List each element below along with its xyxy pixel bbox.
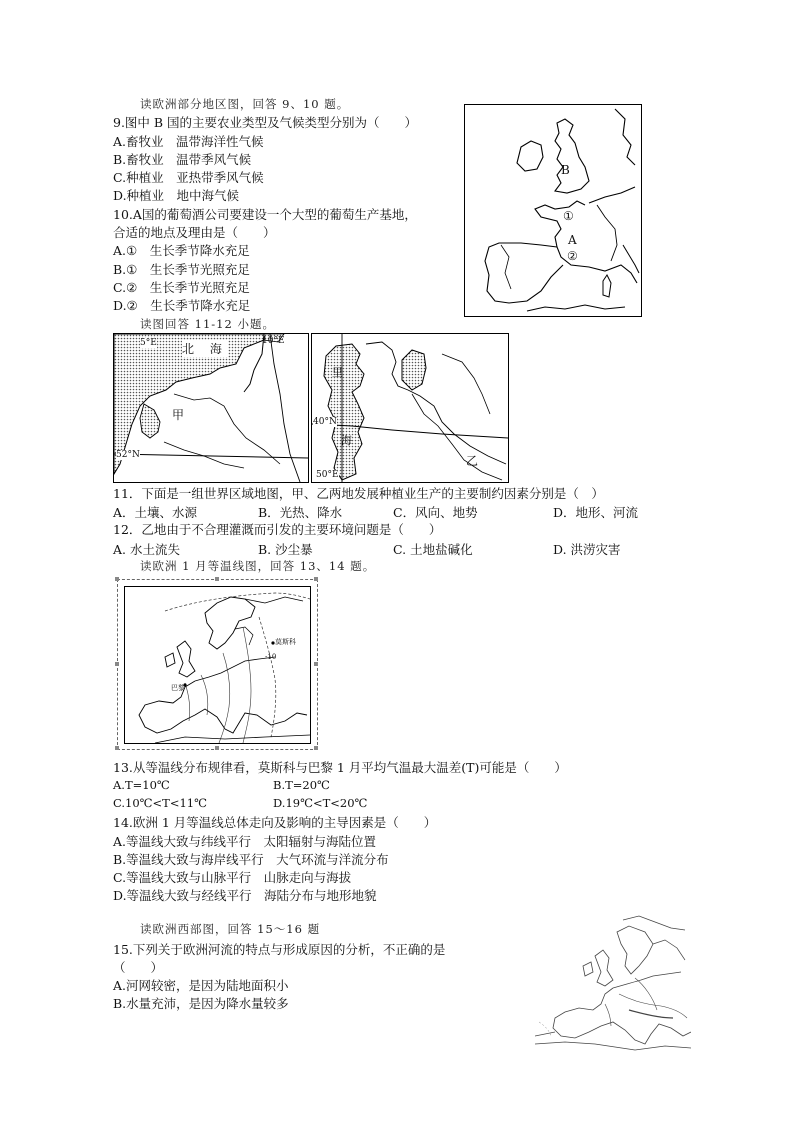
q12-option-a: A. 水土流失 [113,542,180,557]
map3-lat-40n: 40°N [313,417,337,427]
q15-option-a: A.河网较密，是因为陆地面积小 [113,978,289,993]
map2-north-sea: 北 海 [182,342,228,356]
map1-label-b: B [561,163,570,177]
map1-label-1: ① [563,209,574,223]
q12-option-c: C. 土地盐碱化 [393,542,473,557]
q11-option-a: A．土壤、水源 [113,505,198,520]
map1-label-a: A [568,233,577,247]
map2-place-jia: 甲 [172,408,185,422]
q9-option-c: C.种植业 亚热带季风气候 [113,170,264,185]
question-14: 14.欧洲 1 月等温线总体走向及影响的主导因素是（ ） [113,815,437,830]
q9-option-d: D.种植业 地中海气候 [113,188,240,203]
q9-option-a: A.畜牧业 温带海洋性气候 [113,134,264,149]
map3-lon-50e: 50°E [316,470,339,480]
q9-option-b: B.畜牧业 温带季风气候 [113,152,252,167]
q14-option-a: A.等温线大致与纬线平行 太阳辐射与海陆位置 [113,834,377,849]
question-12: 12．乙地由于不合理灌溉而引发的主要环境问题是（ ） [113,522,442,537]
map-caspian [311,333,509,483]
q10-option-c: C.② 生长季节光照充足 [113,280,250,295]
q13-option-d: D.19℃<T<20℃ [273,796,368,810]
q13-option-a: A.T=10℃ [113,778,170,792]
map2-lat-52n: 52°N [116,450,140,460]
q10-option-b: B.① 生长季节光照充足 [113,262,250,277]
q15-option-b: B.水量充沛，是因为降水量较多 [113,996,289,1011]
map3-place-yi: 乙 [466,454,479,468]
q10-option-d: D.② 生长季节降水充足 [113,298,251,313]
q14-option-b: B.等温线大致与海岸线平行 大气环流与洋流分布 [113,852,389,867]
map-north-sea [113,333,309,483]
map3-sea-char1: 里 [332,366,343,379]
map4-moscow: 莫斯科 [275,638,296,646]
q10-option-a: A.① 生长季节降水充足 [113,243,250,258]
q14-option-d: D.等温线大致与经线平行 海陆分布与地形地貌 [113,888,377,903]
q11-option-b: B．光热、降水 [258,505,343,520]
map-western-europe-rivers [535,914,691,1052]
q13-option-c: C.10℃<T<11℃ [113,796,207,810]
q11-option-c: C．风向、地势 [393,505,478,520]
question-11: 11．下面是一组世界区域地图，甲、乙两地发展种植业生产的主要制约因素分别是（ ） [113,486,604,501]
map-western-europe [464,104,642,317]
map2-lon-10e: 10°E [262,336,285,346]
question-13: 13.从等温线分布规律看，莫斯科与巴黎 1 月平均气温最大温差(T)可能是（ ） [113,760,567,775]
caption-q9-10: 读欧洲部分地区图，回答 9、10 题。 [140,97,350,111]
map1-label-2: ② [567,249,578,263]
question-9: 9.图中 B 国的主要农业类型及气候类型分别为（ ） [113,115,418,130]
question-10-line1: 10.A国的葡萄酒公司要建设一个大型的葡萄生产基地， [113,207,417,222]
q12-option-d: D. 洪涝灾害 [553,542,621,557]
question-15: 15.下列关于欧洲河流的特点与形成原因的分析，不正确的是 [113,942,446,957]
caption-q11-12: 读图回答 11-12 小题。 [140,317,275,331]
map-europe-isotherm [117,579,318,750]
map4-isotherm-value: -10 [265,653,277,661]
q12-option-b: B. 沙尘暴 [258,542,313,557]
map2-lon-5e: 5°E [140,338,157,348]
question-15-paren: （ ） [113,960,164,975]
map3-sea-char2: 海 [341,434,352,447]
q14-option-c: C.等温线大致与山脉平行 山脉走向与海拔 [113,870,352,885]
caption-q15-16: 读欧洲西部图，回答 15～16 题 [140,922,321,936]
q11-option-d: D．地形、河流 [553,505,639,520]
map4-paris: 巴黎 [171,684,185,692]
caption-q13-14: 读欧洲 1 月等温线图，回答 13、14 题。 [140,559,376,573]
q13-option-b: B.T=20℃ [273,778,330,792]
question-10-line2: 合适的地点及理由是（ ） [113,225,276,240]
